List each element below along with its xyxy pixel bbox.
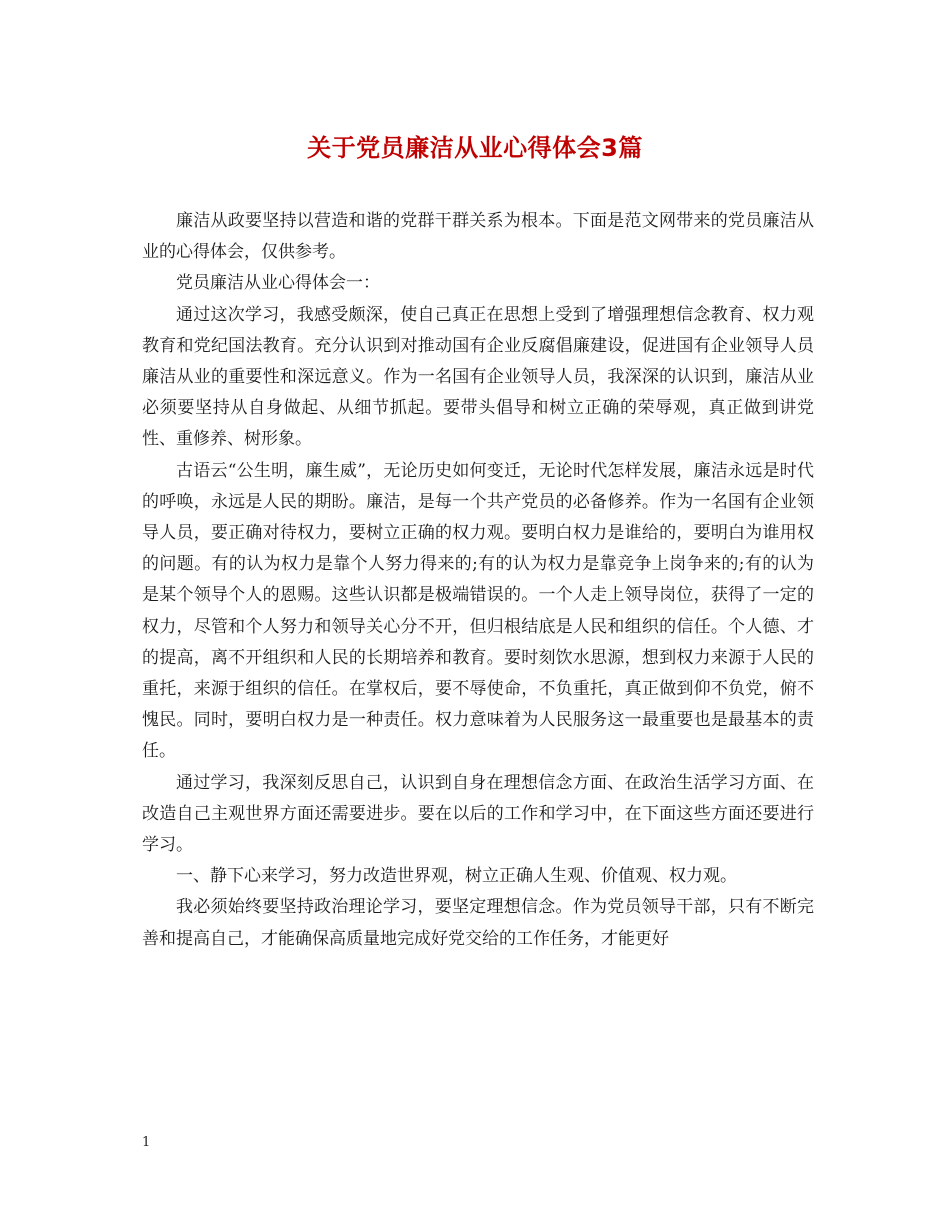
paragraph-body: 我必须始终要坚持政治理论学习，要坚定理想信念。作为党员领导干部，只有不断完善和提高自己，才能确保高质量地完成好党交给的工作任务，才能更好 <box>142 897 814 949</box>
paragraph-body: 通过学习，我深刻反思自己，认识到自身在理想信念方面、在政治生活学习方面、在改造自己主观世界方面还需要进步。要在以后的工作和学习中，在下面这些方面还要进行学习。 <box>142 772 814 856</box>
document-title: 关于党员廉洁从业心得体会3篇 <box>307 134 643 162</box>
paragraph-list-item: 一、静下心来学习，努力改造世界观，树立正确人生观、价值观、权力观。 <box>176 866 737 887</box>
document-body <box>142 206 814 955</box>
paragraph-body: 通过这次学习，我感受颇深，使自己真正在思想上受到了增强理想信念教育、权力观教育和党纪国法教育。充分认识到对推动国有企业反腐倡廉建设，促进国有企业领导人员廉洁从业的重要性和深远意义。作为一名国有企业领导人员，我深深的认识到，廉洁从业必须要坚持从自身做起、从细节抓起。要带头倡导和树立正确的荣辱观，真正做到讲党性、重修养、树形象。 <box>142 304 814 450</box>
page-number: 1 <box>142 1135 151 1150</box>
paragraph-body: 古语云“公生明，廉生威”，无论历史如何变迁，无论时代怎样发展，廉洁永远是时代的呼唤，永远是人民的期盼。廉洁，是每一个共产党员的必备修养。作为一名国有企业领导人员，要正确对待权力，要树立正确的权力观。要明白权力是谁给的，要明白为谁用权的问题。有的认为权力是靠个人努力得来的;有的认为权力是靠竞争上岗争来的;有的认为是某个领导个人的恩赐。这些认识都是极端错误的。一个人走上领导岗位，获得了一定的权力，尽管和个人努力和领导关心分不开，但归根结底是人民和组织的信任。个人德、才的提高，离不开组织和人民的长期培养和教育。要时刻饮水思源，想到权力来源于人民的重托，来源于组织的信任。在掌权后，要不辱使命，不负重托，真正做到仰不负党，俯不愧民。同时，要明白权力是一种责任。权力意味着为人民服务这一最重要也是最基本的责任。 <box>142 460 814 762</box>
paragraph-intro: 廉洁从政要坚持以营造和谐的党群干群关系为根本。下面是范文网带来的党员廉洁从业的心得体会，仅供参考。 <box>142 211 814 263</box>
paragraph-section-heading: 党员廉洁从业心得体会一： <box>176 273 380 294</box>
